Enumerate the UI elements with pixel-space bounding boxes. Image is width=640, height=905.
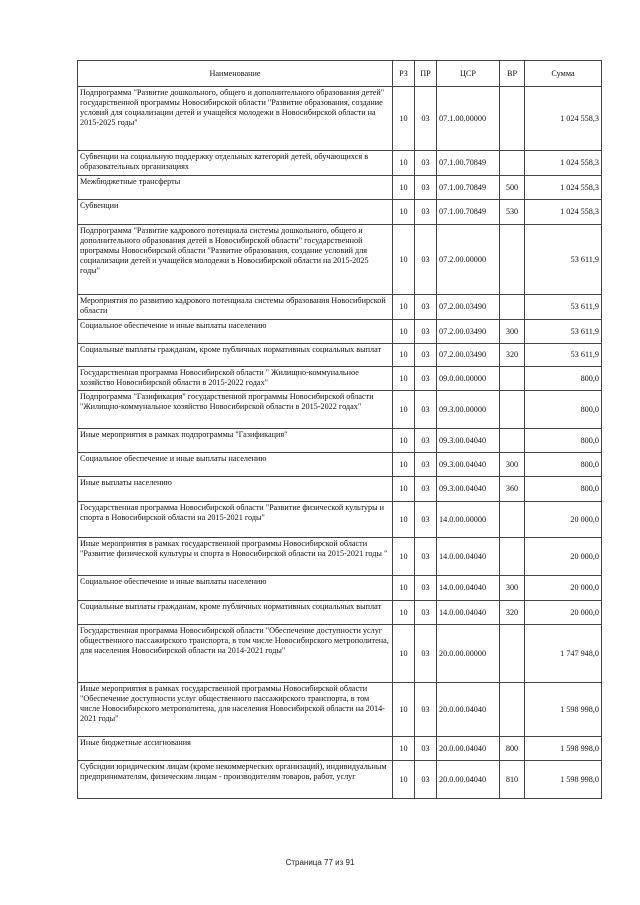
row-rz: 10: [393, 391, 415, 429]
row-sum: 1 747 948,0: [525, 625, 602, 683]
row-vr: 800: [500, 737, 525, 761]
row-csr: 07.2.00.03490: [437, 295, 500, 320]
row-pr: 03: [415, 295, 437, 320]
budget-table: [77, 60, 602, 799]
row-name: Субвенции на социальную поддержку отдельных категорий детей, обучающихся в образовательных организациях: [78, 151, 393, 176]
row-name: Иные выплаты населению: [78, 477, 393, 502]
table-row: [78, 225, 602, 295]
row-csr: 14.0.00.04040: [437, 576, 500, 601]
row-sum: 800,0: [525, 391, 602, 429]
row-name: Мероприятия по развитию кадрового потенциала системы образования Новосибирской области: [78, 295, 393, 320]
row-name: Межбюджетные трансферты: [78, 176, 393, 200]
row-vr: [500, 625, 525, 683]
row-vr: 300: [500, 453, 525, 477]
table-row: [78, 737, 602, 761]
row-csr: 07.2.00.03490: [437, 344, 500, 367]
row-name: Государственная программа Новосибирской области "Обеспечение доступности услуг общественного пассажирского транспорта, в том числе Новосибирского метрополитена, для населения Новосибирской области на 2014-2021 годы": [78, 625, 393, 683]
table-row: [78, 200, 602, 225]
row-pr: 03: [415, 320, 437, 344]
row-rz: 10: [393, 453, 415, 477]
row-pr: 03: [415, 344, 437, 367]
row-csr: 09.3.00.04040: [437, 429, 500, 453]
row-name: Подпрограмма "Газификация" государственной программы Новосибирской области "Жилищно-коммунальное хозяйство Новосибирской области в 2015-2022 годах": [78, 391, 393, 429]
table-row: [78, 601, 602, 625]
row-csr: 07.2.00.00000: [437, 225, 500, 295]
row-rz: 10: [393, 477, 415, 502]
row-vr: [500, 87, 525, 151]
row-name: Иные мероприятия в рамках государственной программы Новосибирской области "Обеспечение доступности услуг общественного пассажирского транспорта, в том числе Новосибирского метрополитена, для населения Новосибирской области на 2014-2021 годы": [78, 683, 393, 737]
row-csr: 09.3.00.04040: [437, 453, 500, 477]
row-name: Социальные выплаты гражданам, кроме публичных нормативных социальных выплат: [78, 344, 393, 367]
row-sum: 800,0: [525, 429, 602, 453]
table-row: [78, 761, 602, 799]
row-pr: 03: [415, 683, 437, 737]
table-row: [78, 295, 602, 320]
row-csr: 20.0.00.04040: [437, 761, 500, 799]
table-row: [78, 320, 602, 344]
row-csr: 20.0.00.04040: [437, 737, 500, 761]
row-rz: 10: [393, 683, 415, 737]
table-row: [78, 367, 602, 391]
row-pr: 03: [415, 151, 437, 176]
row-csr: 09.0.00.00000: [437, 367, 500, 391]
row-vr: 500: [500, 176, 525, 200]
row-rz: 10: [393, 200, 415, 225]
row-rz: 10: [393, 344, 415, 367]
row-csr: 20.0.00.04040: [437, 683, 500, 737]
row-vr: 360: [500, 477, 525, 502]
row-pr: 03: [415, 200, 437, 225]
row-vr: [500, 502, 525, 538]
table-row: [78, 87, 602, 151]
row-vr: [500, 683, 525, 737]
row-pr: 03: [415, 737, 437, 761]
row-rz: 10: [393, 601, 415, 625]
row-vr: 320: [500, 601, 525, 625]
table-row: [78, 576, 602, 601]
row-pr: 03: [415, 225, 437, 295]
table-row: [78, 344, 602, 367]
row-rz: 10: [393, 538, 415, 576]
table-header-row: [78, 61, 602, 87]
row-csr: 14.0.00.04040: [437, 538, 500, 576]
row-csr: 09.3.00.00000: [437, 391, 500, 429]
row-rz: 10: [393, 295, 415, 320]
row-vr: [500, 225, 525, 295]
row-sum: 800,0: [525, 367, 602, 391]
row-sum: 20 000,0: [525, 576, 602, 601]
row-rz: 10: [393, 429, 415, 453]
table-row: [78, 538, 602, 576]
row-name: Социальное обеспечение и иные выплаты населению: [78, 576, 393, 601]
row-rz: 10: [393, 737, 415, 761]
table-row: [78, 453, 602, 477]
row-pr: 03: [415, 391, 437, 429]
row-pr: 03: [415, 538, 437, 576]
row-name: Социальное обеспечение и иные выплаты населению: [78, 453, 393, 477]
header-sum: Сумма: [525, 61, 602, 87]
table-row: [78, 502, 602, 538]
row-sum: 53 611,9: [525, 225, 602, 295]
table-row: [78, 176, 602, 200]
row-sum: 1 598 998,0: [525, 683, 602, 737]
row-pr: 03: [415, 625, 437, 683]
row-sum: 20 000,0: [525, 601, 602, 625]
row-sum: 1 024 558,3: [525, 151, 602, 176]
row-pr: 03: [415, 502, 437, 538]
table-row: [78, 477, 602, 502]
table-row: [78, 429, 602, 453]
row-csr: 14.0.00.00000: [437, 502, 500, 538]
row-name: Иные мероприятия в рамках государственной программы Новосибирской области "Развитие физической культуры и спорта в Новосибирской области на 2015-2021 годы ": [78, 538, 393, 576]
row-name: Социальные выплаты гражданам, кроме публичных нормативных социальных выплат: [78, 601, 393, 625]
row-vr: 530: [500, 200, 525, 225]
row-vr: 300: [500, 320, 525, 344]
row-sum: 53 611,9: [525, 320, 602, 344]
page-number: Страница 77 из 91: [285, 858, 355, 867]
row-csr: 09.3.00.04040: [437, 477, 500, 502]
row-name: Иные мероприятия в рамках подпрограммы "Газификация": [78, 429, 393, 453]
row-rz: 10: [393, 625, 415, 683]
row-vr: [500, 367, 525, 391]
table-row: [78, 625, 602, 683]
row-csr: 07.2.00.03490: [437, 320, 500, 344]
row-rz: 10: [393, 502, 415, 538]
header-name: Наименование: [78, 61, 393, 87]
row-sum: 1 024 558,3: [525, 87, 602, 151]
table-row: [78, 151, 602, 176]
row-rz: 10: [393, 576, 415, 601]
row-vr: [500, 295, 525, 320]
row-name: Подпрограмма "Развитие кадрового потенциала системы дошкольного, общего и дополнительного образования детей в Новосибирской области" государственной программы Новосибирской области "Развитие образования, создание условий для социализации детей и учащейся молодежи в Новосибирской области на 2015-2025 годы": [78, 225, 393, 295]
row-sum: 20 000,0: [525, 502, 602, 538]
row-vr: 320: [500, 344, 525, 367]
row-pr: 03: [415, 576, 437, 601]
row-pr: 03: [415, 429, 437, 453]
row-rz: 10: [393, 320, 415, 344]
row-sum: 53 611,9: [525, 295, 602, 320]
header-rz: РЗ: [393, 61, 415, 87]
row-csr: 14.0.00.04040: [437, 601, 500, 625]
row-name: Государственная программа Новосибирской области "Развитие физической культуры и спорта в Новосибирской области на 2015-2021 годы": [78, 502, 393, 538]
header-vr: ВР: [500, 61, 525, 87]
row-pr: 03: [415, 453, 437, 477]
row-rz: 10: [393, 225, 415, 295]
header-csr: ЦСР: [437, 61, 500, 87]
row-sum: 1 598 998,0: [525, 761, 602, 799]
row-rz: 10: [393, 176, 415, 200]
row-name: Государственная программа Новосибирской области " Жилищно-коммунальное хозяйство Новосибирской области в 2015-2022 годах": [78, 367, 393, 391]
row-vr: 300: [500, 576, 525, 601]
row-sum: 1 024 558,3: [525, 176, 602, 200]
row-pr: 03: [415, 761, 437, 799]
row-rz: 10: [393, 761, 415, 799]
row-name: Субсидии юридическим лицам (кроме некоммерческих организаций), индивидуальным предпринимателям, физическим лицам - производителям товаров, работ, услуг: [78, 761, 393, 799]
row-csr: 07.1.00.70849: [437, 151, 500, 176]
row-name: Субвенции: [78, 200, 393, 225]
row-sum: 800,0: [525, 453, 602, 477]
row-rz: 10: [393, 367, 415, 391]
row-pr: 03: [415, 601, 437, 625]
row-vr: 810: [500, 761, 525, 799]
row-sum: 53 611,9: [525, 344, 602, 367]
row-pr: 03: [415, 477, 437, 502]
row-vr: [500, 538, 525, 576]
row-csr: 07.1.00.00000: [437, 87, 500, 151]
row-sum: 800,0: [525, 477, 602, 502]
table-row: [78, 683, 602, 737]
row-csr: 07.1.00.70849: [437, 200, 500, 225]
row-vr: [500, 391, 525, 429]
row-csr: 07.1.00.70849: [437, 176, 500, 200]
row-pr: 03: [415, 87, 437, 151]
row-name: Подпрограмма "Развитие дошкольного, общего и дополнительного образования детей" государственной программы Новосибирской области "Развитие образования, создание условий для социализации детей и учащейся молодежи в Новосибирской области на 2015-2025 годы": [78, 87, 393, 151]
row-csr: 20.0.00.00000: [437, 625, 500, 683]
row-name: Социальное обеспечение и иные выплаты населению: [78, 320, 393, 344]
row-name: Иные бюджетные ассигнования: [78, 737, 393, 761]
row-pr: 03: [415, 176, 437, 200]
row-sum: 1 024 558,3: [525, 200, 602, 225]
row-sum: 1 598 998,0: [525, 737, 602, 761]
row-rz: 10: [393, 151, 415, 176]
row-vr: [500, 151, 525, 176]
header-pr: ПР: [415, 61, 437, 87]
row-vr: [500, 429, 525, 453]
row-pr: 03: [415, 367, 437, 391]
row-rz: 10: [393, 87, 415, 151]
table-row: [78, 391, 602, 429]
row-sum: 20 000,0: [525, 538, 602, 576]
